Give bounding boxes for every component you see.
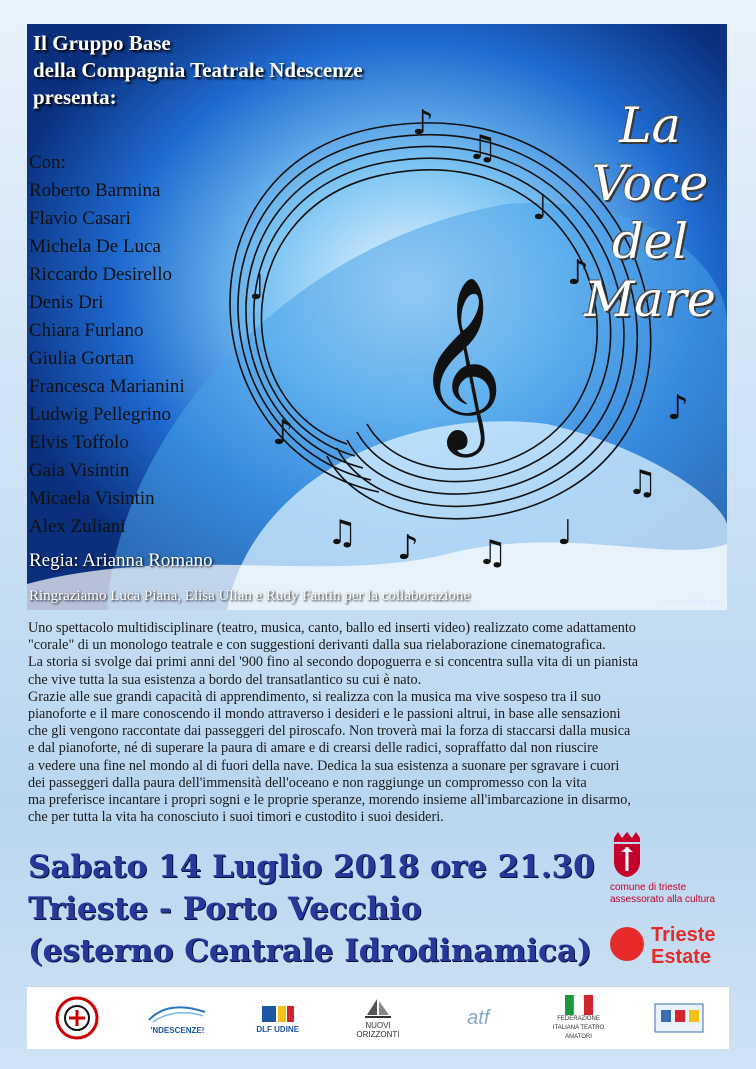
cast-member: Giulia Gortan bbox=[29, 348, 135, 369]
svg-text:♪: ♪ bbox=[272, 413, 294, 453]
event-date-time: Sabato 14 Luglio 2018 ore 21.30 bbox=[28, 849, 595, 885]
nuovi-orizzonti-logo bbox=[343, 992, 413, 1044]
sponsor-label: 'NDESCENZE! bbox=[150, 1025, 205, 1035]
acknowledgements: Ringraziamo Luca Piana, Elisa Ulian e Rudy Fantin per la collaborazione bbox=[29, 588, 471, 604]
trieste-estate-line: Estate bbox=[651, 946, 712, 968]
ndescenze-icon bbox=[147, 1002, 207, 1026]
description-line: ma preferisce incantare i propri sogni e le proprie speranze, morendo insieme all'imbarcazione in disarmo, bbox=[28, 792, 631, 809]
red-dot-icon bbox=[610, 927, 644, 961]
cast-member: Ludwig Pellegrino bbox=[29, 404, 171, 425]
event-venue: (esterno Centrale Idrodinamica) bbox=[28, 933, 592, 969]
fita-logo bbox=[544, 992, 614, 1044]
cast-member: Chiara Furlano bbox=[29, 320, 144, 341]
description-line: e dal pianoforte, né di superare la paura di amare e di crearsi delle radici, sopraffatto dal non riuscire bbox=[28, 740, 599, 757]
cast-intro: Con: bbox=[29, 152, 66, 173]
svg-text:♫: ♫ bbox=[327, 513, 358, 553]
cast-member: Alex Zuliani bbox=[29, 516, 126, 537]
svg-text:♩: ♩ bbox=[249, 268, 266, 308]
atf-logo bbox=[443, 992, 513, 1044]
description-line: che gli vengono raccontate dai passeggeri del piroscafo. Non troverà mai la forza di staccarsi dalla musica bbox=[28, 723, 631, 740]
svg-text:♪: ♪ bbox=[412, 103, 434, 143]
municipality-logo bbox=[610, 830, 730, 906]
description-line: La storia si svolge dai primi anni del '900 fino al secondo dopoguerra e si concentra sulla vita di un pianista bbox=[28, 654, 639, 671]
treble-clef-icon: 𝄞 bbox=[415, 276, 504, 450]
associazione-logo bbox=[644, 992, 714, 1044]
municipality-line: assessorato alla cultura bbox=[610, 894, 716, 905]
sponsor-label: NUOVI ORIZZONTI bbox=[356, 1021, 400, 1039]
dlf-icon bbox=[260, 1003, 296, 1025]
description-line: Grazie alle sue grandi capacità di apprendimento, si realizza con la musica ma vive sospeso tra il suo bbox=[28, 688, 601, 705]
poster-image bbox=[27, 24, 727, 610]
cast-member: Flavio Casari bbox=[29, 208, 131, 229]
association-icon bbox=[653, 1000, 705, 1036]
cast-member: Roberto Barmina bbox=[29, 180, 161, 201]
cast-list bbox=[29, 149, 185, 541]
show-description bbox=[28, 620, 728, 826]
description-line: dei passeggeri dalla paura dell'immensità dell'oceano e non raggiunge un compromesso con la vita bbox=[28, 774, 587, 791]
cast-member: Denis Dri bbox=[29, 292, 104, 313]
sailboat-icon bbox=[363, 997, 393, 1021]
trieste-estate-line: Trieste bbox=[651, 924, 716, 946]
sponsor-label: FEDERAZIONE ITALIANA TEATRO AMATORI bbox=[552, 1015, 605, 1040]
director-credit: Regia: Arianna Romano bbox=[29, 550, 213, 571]
event-info bbox=[28, 846, 595, 972]
cast-member: Michela De Luca bbox=[29, 236, 161, 257]
cast-member: Micaela Visintin bbox=[29, 488, 155, 509]
svg-text:♪: ♪ bbox=[567, 253, 589, 293]
show-title-line: del bbox=[611, 213, 689, 270]
show-title-line: Mare bbox=[584, 271, 716, 328]
flag-icon bbox=[565, 995, 593, 1015]
description-line: "corale" di un monologo teatrale e con suggestioni derivanti dalla sua rielaborazione cinematografica. bbox=[28, 637, 606, 654]
trieste-estate-logo bbox=[610, 922, 750, 972]
svg-text:♩: ♩ bbox=[532, 188, 549, 228]
show-title-line: Voce bbox=[591, 155, 709, 212]
description-line: a vedere una fine nel mondo al di fuori della nave. Dedica la sua esistenza a suonare per sgravare i cuori bbox=[28, 757, 620, 774]
ndescenze-logo bbox=[142, 992, 212, 1044]
show-title-line: La bbox=[619, 97, 681, 154]
crest-icon bbox=[610, 830, 644, 878]
municipality-line: comune di trieste bbox=[610, 882, 687, 893]
event-place: Trieste - Porto Vecchio bbox=[28, 891, 422, 927]
svg-text:♪: ♪ bbox=[397, 528, 419, 568]
description-line: che per tutta la vita ha conosciuto i suoi timori e custodito i suoi desideri. bbox=[28, 809, 444, 826]
description-line: Uno spettacolo multidisciplinare (teatro, musica, canto, ballo ed inserti video) realizzato come adattamento bbox=[28, 620, 636, 636]
description-line: che vive tutta la sua esistenza a bordo del transatlantico su cui è nato. bbox=[28, 671, 422, 688]
cast-member: Gaia Visintin bbox=[29, 460, 130, 481]
header-line: della Compagnia Teatrale Ndescenze bbox=[33, 58, 363, 82]
svg-text:♫: ♫ bbox=[477, 533, 508, 573]
svg-text:♫: ♫ bbox=[467, 128, 498, 168]
description-line: pianoforte e il mare conoscendo il mondo attraverso i desideri e le passioni altrui, in base alle sensazioni bbox=[28, 706, 621, 723]
svg-text:♪: ♪ bbox=[667, 388, 689, 428]
sponsor-label: DLF UDINE bbox=[256, 1024, 300, 1034]
svg-text:♫: ♫ bbox=[627, 463, 658, 503]
sponsor-bar bbox=[27, 986, 729, 1049]
sponsor-label: atf bbox=[467, 1006, 490, 1029]
svg-text:♩: ♩ bbox=[557, 513, 574, 553]
header-line: Il Gruppo Base bbox=[33, 31, 171, 55]
cast-member: Francesca Marianini bbox=[29, 376, 185, 397]
presenting-group-title bbox=[33, 30, 363, 111]
header-line: presenta: bbox=[33, 85, 117, 109]
image-credit: www.mimic.net bbox=[662, 597, 723, 607]
dlf-logo bbox=[243, 992, 313, 1044]
stamp-icon bbox=[55, 996, 99, 1040]
show-title bbox=[565, 97, 727, 329]
cast-member: Riccardo Desirello bbox=[29, 264, 172, 285]
cast-member: Elvis Toffolo bbox=[29, 432, 129, 453]
circular-stamp-logo bbox=[42, 992, 112, 1044]
